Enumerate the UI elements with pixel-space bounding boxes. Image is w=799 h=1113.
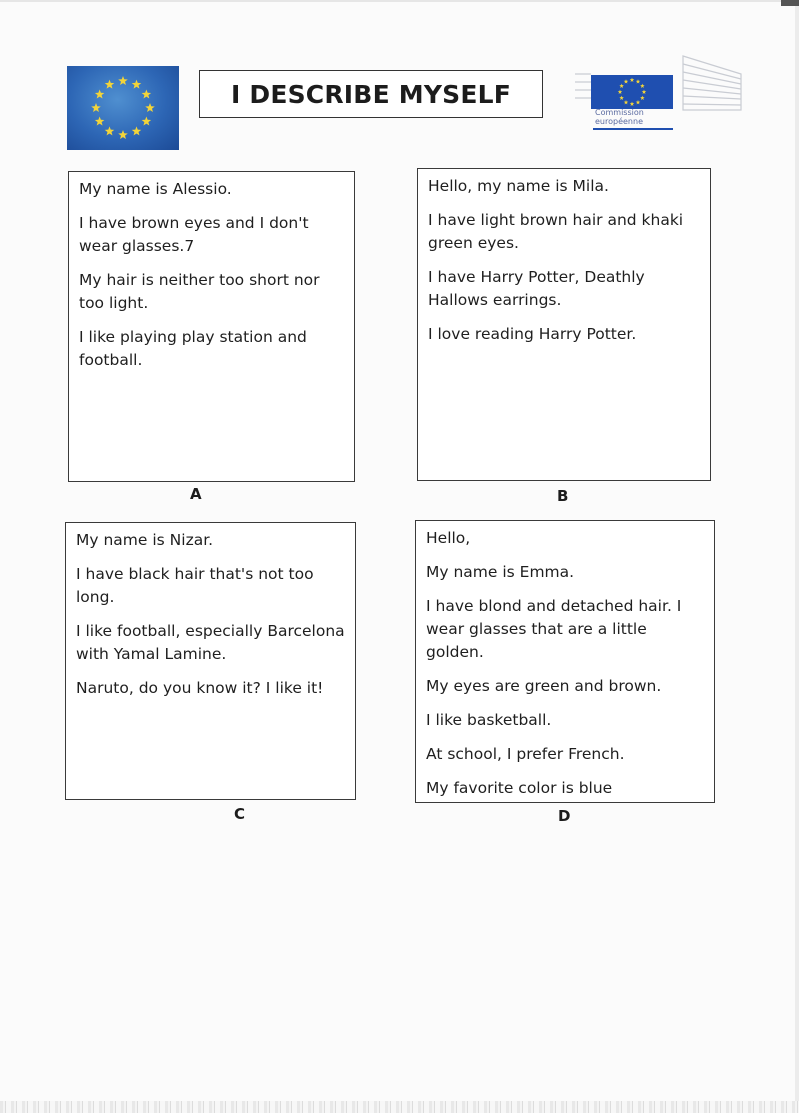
card-d (415, 520, 715, 803)
star-icon (105, 126, 115, 135)
logo-underline (593, 128, 673, 130)
star-icon (132, 80, 142, 89)
card-c (65, 522, 356, 800)
star-icon (636, 100, 641, 104)
card-d-letter: D (558, 807, 571, 825)
commission-flag-stars (591, 75, 673, 109)
star-icon (105, 80, 115, 89)
scan-artifact-stripe (0, 1101, 799, 1113)
card-d-line: My eyes are green and brown. (426, 677, 662, 695)
star-icon (118, 76, 128, 85)
card-d-line: At school, I prefer French. (426, 745, 625, 763)
star-icon (636, 79, 641, 83)
card-a-line: I have brown eyes and I don't wear glasses.7 (79, 214, 309, 255)
card-b-letter: B (557, 487, 569, 505)
star-icon (640, 84, 645, 88)
card-d-line: I have blond and detached hair. I wear glasses that are a little golden. (426, 597, 682, 661)
card-b-line: I have light brown hair and khaki green eyes. (428, 211, 684, 252)
card-d-line: I like basketball. (426, 711, 552, 729)
star-icon (142, 90, 152, 99)
card-b (417, 168, 711, 481)
card-d-line: Hello, (426, 529, 471, 547)
star-icon (95, 117, 105, 126)
card-a-letter: A (190, 485, 202, 503)
eu-flag-stars (67, 66, 179, 150)
european-commission-logo-icon (555, 52, 745, 132)
star-icon (630, 102, 635, 106)
card-c-line: Naruto, do you know it? I like it! (76, 679, 324, 697)
page-edge-right (795, 0, 799, 1113)
star-icon (132, 126, 142, 135)
card-a (68, 171, 355, 482)
star-icon (642, 90, 647, 94)
title-box (199, 70, 543, 118)
scan-corner-mark (781, 0, 799, 6)
card-a-line: My hair is neither too short nor too light. (79, 271, 320, 312)
star-icon (619, 84, 624, 88)
commission-logo-text (595, 109, 644, 126)
commission-flag-icon (591, 75, 673, 109)
page-title: I DESCRIBE MYSELF (230, 79, 512, 109)
card-c-letter: C (234, 805, 246, 823)
star-icon (624, 79, 629, 83)
card-a-line: I like playing play station and football. (79, 328, 307, 369)
star-icon (142, 117, 152, 126)
star-icon (618, 90, 623, 94)
logo-text-line1: Commission (595, 108, 644, 117)
card-d-line: My name is Emma. (426, 563, 575, 581)
star-icon (630, 78, 635, 82)
star-icon (145, 103, 155, 112)
card-c-line: I have black hair that's not too long. (76, 565, 314, 606)
logo-text-line2: européenne (595, 116, 643, 126)
star-icon (118, 130, 128, 139)
star-icon (640, 96, 645, 100)
page-edge (0, 0, 799, 2)
card-c-line: My name is Nizar. (76, 531, 214, 549)
star-icon (619, 96, 624, 100)
card-b-line: I have Harry Potter, Deathly Hallows earrings. (428, 268, 645, 309)
card-c-line: I like football, especially Barcelona with Yamal Lamine. (76, 622, 345, 663)
star-icon (624, 100, 629, 104)
star-icon (91, 103, 101, 112)
card-a-line: My name is Alessio. (79, 180, 232, 198)
star-icon (95, 90, 105, 99)
card-b-line: Hello, my name is Mila. (428, 177, 609, 195)
card-d-line: My favorite color is blue (426, 779, 613, 797)
card-b-line: I love reading Harry Potter. (428, 325, 637, 343)
eu-flag-icon (67, 66, 179, 150)
